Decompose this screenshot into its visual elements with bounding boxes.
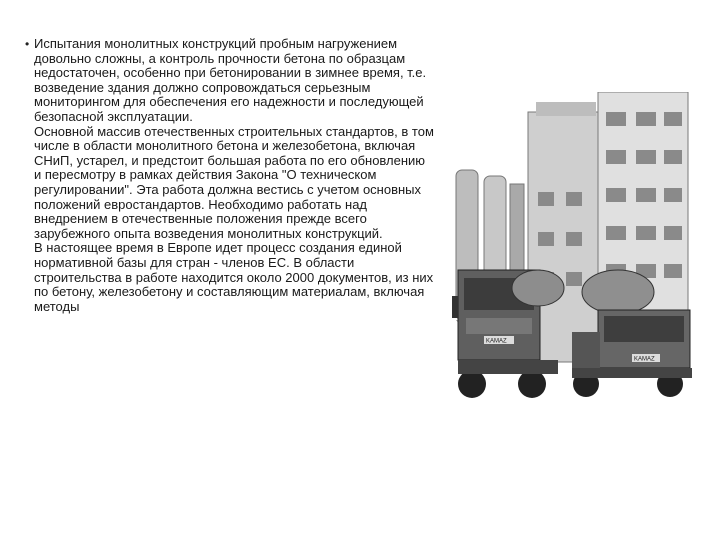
paragraph-3: В настоящее время в Европе идет процесс создания единой нормативной базы для стран - членов ЕС. В области строительства в работе находится около 2000 документов, из них по бетону, железобетону и составляющим материалам, включая методы [34, 240, 434, 314]
truck-plate-right: KAMAZ [634, 356, 655, 363]
truck-plate-left: KAMAZ [486, 338, 507, 345]
bullet-marker: • [25, 37, 30, 51]
paragraph-2: Основной массив отечественных строительных стандартов, в том числе в области монолитного бетона и железобетона, включая СНиП, устарел, и предстоит большая работа по его обновлению и пересмотру в рамках действия Закона "О техническом регулировании". Эта работа должна вестись с учетом основных положений евростандартов. Необходимо работать над внедрением в отечественные положения прежде всего зарубежного опыта возведения монолитных конструкций. [34, 123, 434, 241]
body-text [34, 37, 434, 314]
concrete-plant-photo [448, 92, 696, 404]
paragraph-1: Испытания монолитных конструкций пробным нагружением довольно сложны, а контроль прочности бетона по образцам недостаточен, особенно при бетонировании в зимнее время, т.е. возведение здания должно сопровождаться серьезным мониторингом для обеспечения его надежности и последующей безопасной эксплуатации. [34, 36, 427, 124]
